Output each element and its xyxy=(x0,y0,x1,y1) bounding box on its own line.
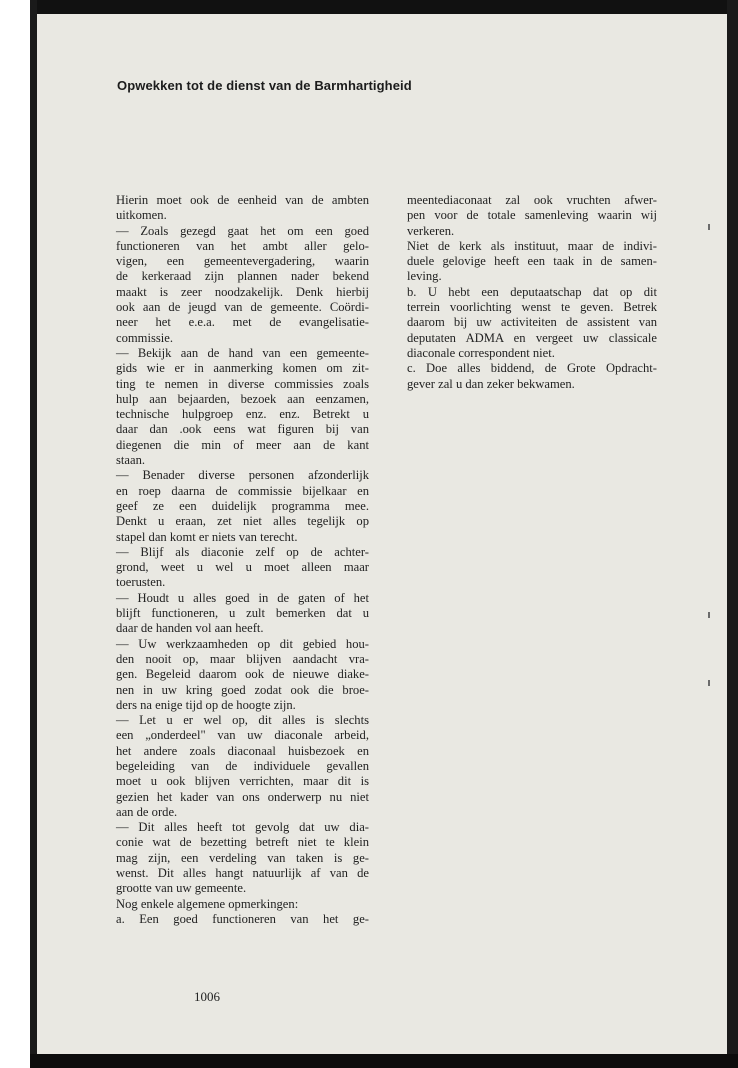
text-line: terrein voorlichting wenst te geven. Betrek xyxy=(407,300,657,315)
text-line: uitkomen. xyxy=(116,208,167,223)
text-line: Nog enkele algemene opmerkingen: xyxy=(116,896,299,911)
text-line: — Houdt u alles goed in de gaten of het xyxy=(116,590,369,605)
text-line: aan de orde. xyxy=(116,804,178,819)
text-line: vigen, een gemeentevergadering, waarin xyxy=(116,254,369,269)
margin-mark xyxy=(708,680,710,686)
text-line: a. Een goed functioneren van het ge- xyxy=(116,911,369,926)
margin-mark xyxy=(708,224,710,230)
text-line: stapel dan komt er niets van terecht. xyxy=(116,529,298,544)
text-line: gezien het kader van ons onderwerp nu niet xyxy=(116,789,369,804)
text-line: geef ze een duidelijk programma mee. xyxy=(116,498,369,513)
text-line: nen in uw kring goed zodat ook die broe- xyxy=(116,682,369,697)
text-line: c. Doe alles biddend, de Grote Opdracht- xyxy=(407,361,657,376)
text-line: functioneren van het ambt aller gelo- xyxy=(116,238,369,253)
text-line: duele gelovige heeft een taak in de samen- xyxy=(407,254,657,269)
running-title: Opwekken tot de dienst van de Barmhartigheid xyxy=(117,78,412,93)
text-line: een „onderdeel" van uw diaconale arbeid, xyxy=(116,728,369,743)
text-line: en roep daarna de commissie bijelkaar en xyxy=(116,483,369,498)
text-line: diegenen die min of meer aan de kant xyxy=(116,437,369,452)
text-line: commissie. xyxy=(116,330,174,345)
text-line: — Zoals gezegd gaat het om een goed xyxy=(116,223,369,238)
text-line: grond, weet u wel u moet alleen maar xyxy=(116,560,369,575)
text-line: deputaten ADMA en vergeet uw classicale xyxy=(407,330,657,345)
text-line: gever zal u dan zeker bekwamen. xyxy=(407,376,575,391)
text-line: b. U hebt een deputaatschap dat op dit xyxy=(407,284,657,299)
text-line: Hierin moet ook de eenheid van de ambten xyxy=(116,193,369,207)
text-line: daar de handen vol aan heeft. xyxy=(116,621,264,636)
text-line: ook aan de jeugd van de gemeente. Coördi- xyxy=(116,300,369,315)
text-line: Niet de kerk als instituut, maar de indivi- xyxy=(407,238,657,253)
text-line: technische hulpgroep enz. enz. Betrekt u xyxy=(116,407,369,422)
text-line: daarom bij uw activiteiten de assistent van xyxy=(407,315,657,330)
text-line: begeleiding van de individuele gevallen xyxy=(116,758,369,773)
text-line: de kerkeraad zijn plannen nader bekend xyxy=(116,269,369,284)
text-line: toerusten. xyxy=(116,575,166,590)
text-line: — Bekijk aan de hand van een gemeente- xyxy=(116,345,369,360)
text-line: het andere zoals diaconaal huisbezoek en xyxy=(116,743,369,758)
text-line: neer het e.e.a. met de evangelisatie- xyxy=(116,315,369,330)
text-line: Denkt u eraan, zet niet alles tegelijk op xyxy=(116,514,369,529)
text-line: maakt is zeer noodzakelijk. Denk hierbij xyxy=(116,284,369,299)
text-line: — Benader diverse personen afzonderlijk xyxy=(116,468,369,483)
text-line: grootte van uw gemeente. xyxy=(116,881,247,896)
text-line: blijft functioneren, u zult bemerken dat u xyxy=(116,606,369,621)
text-line: verkeren. xyxy=(407,223,455,238)
text-line: conie wat de bezetting betreft niet te klein xyxy=(116,835,369,850)
text-line: gids wie er in aanmerking komen om zit- xyxy=(116,361,369,376)
left-text-column xyxy=(116,193,369,927)
text-line: — Dit alles heeft tot gevolg dat uw dia- xyxy=(116,820,369,835)
scan-edge-right xyxy=(727,0,738,1068)
text-line: gen. Begeleid daarom ook de nieuwe diake- xyxy=(116,667,369,682)
text-line: — Blijf als diaconie zelf op de achter- xyxy=(116,544,369,559)
text-line: leving. xyxy=(407,269,442,284)
scan-edge-left xyxy=(30,0,37,1068)
page-number: 1006 xyxy=(194,989,220,1004)
text-line: daar dan .ook eens wat figuren bij van xyxy=(116,422,369,437)
text-line: den nooit op, maar blijven aandacht vra- xyxy=(116,651,369,666)
margin-mark xyxy=(708,612,710,618)
text-line: ders na enige tijd op de hoogte zijn. xyxy=(116,697,296,712)
text-line: meentediaconaat zal ook vruchten afwer- xyxy=(407,193,657,207)
text-line: hulp aan bejaarden, bezoek aan eenzamen, xyxy=(116,391,369,406)
text-line: pen voor de totale samenleving waarin wij xyxy=(407,208,657,223)
text-line: moet u ook blijven verrichten, maar dit is xyxy=(116,774,369,789)
text-line: — Uw werkzaamheden op dit gebied hou- xyxy=(116,636,369,651)
text-line: staan. xyxy=(116,453,146,468)
text-line: wenst. Dit alles hangt natuurlijk af van de xyxy=(116,866,369,881)
scan-edge-top xyxy=(30,0,738,14)
text-line: diaconale correspondent niet. xyxy=(407,345,555,360)
text-line: — Let u er wel op, dit alles is slechts xyxy=(116,713,369,728)
scan-edge-bottom xyxy=(30,1054,738,1068)
text-line: mag zijn, een verdeling van taken is ge- xyxy=(116,850,369,865)
text-line: ting te nemen in diverse commissies zoals xyxy=(116,376,369,391)
right-text-column xyxy=(407,193,657,392)
